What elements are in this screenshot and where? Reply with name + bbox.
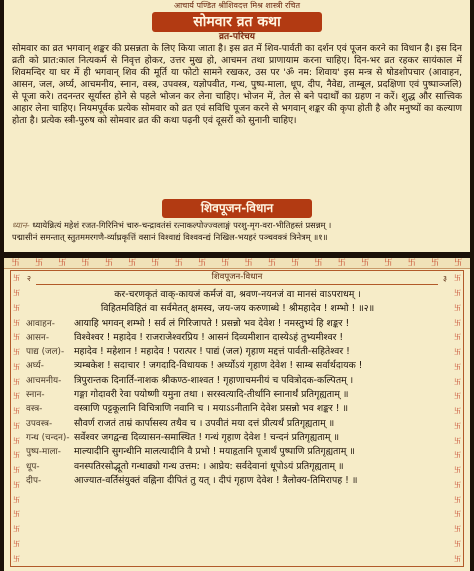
swastika-icon: 卐 (13, 451, 20, 460)
dhyan-line-2: पद्मासीनं समन्तात् स्तुतममरगणै-र्व्याघ्रकृत्तिं वसानं विश्वाद्यं विश्ववन्द्यं निखिल-भयहरं पञ्चवक्त्रं त्रिनेत्रम् ॥१॥ (12, 231, 328, 242)
verse-text: वनस्पतिरसोद्भूतो गन्धाढ्यो गन्ध उत्तम: । आघ्रेय: सर्वदेवानां धूपोऽयं प्रतिगृह्यताम् ॥ (74, 460, 344, 472)
swastika-icon: 卐 (34, 258, 43, 267)
verse-row (26, 388, 449, 402)
swastika-icon: 卐 (454, 348, 461, 357)
verse-row (26, 359, 449, 373)
decorative-border-left (11, 271, 22, 566)
swastika-icon: 卐 (13, 554, 20, 563)
decorative-border-right (452, 271, 463, 566)
swastika-icon: 卐 (13, 318, 20, 327)
verse-text: महादेव ! महेशान ! महादेव ! परात्पर ! पाद्यं (जल) गृहाण मद्दत्तं पार्वती-सहितेश्वर ! (74, 346, 350, 358)
verse-label: अर्घ्य- (26, 361, 44, 372)
verse-label: वस्त्र- (26, 404, 43, 415)
top-page (4, 0, 470, 252)
swastika-icon: 卐 (104, 258, 113, 267)
swastika-icon: 卐 (454, 495, 461, 504)
verse-label: गन्ध (चन्दन)- (26, 432, 70, 443)
swastika-icon: 卐 (244, 258, 253, 267)
verse-row (26, 374, 449, 388)
verse-label: उपवस्त्र- (26, 418, 53, 429)
running-header (22, 271, 452, 285)
header-title: शिवपूजन-विधान (36, 271, 438, 285)
decorative-border-top (4, 258, 470, 269)
verse-row (26, 431, 449, 445)
swastika-icon: 卐 (13, 303, 20, 312)
verse-text: गङ्गा गोदावरी रेवा पयोष्णी यमुना तथा । सरस्वत्यादि-तीर्थानि स्नानार्थं प्रतिगृह्यताम् ॥ (74, 389, 349, 401)
intro-verse-1 (26, 288, 449, 302)
verse-row (26, 474, 449, 488)
swastika-icon: 卐 (337, 258, 346, 267)
verse-row (26, 460, 449, 474)
verse-text: सर्वेश्वर जगद्वन्द्य दिव्यासन-समास्थित ! गन्धं गृहाण देवेश ! चन्दनं प्रतिगृह्यताम् ॥ (74, 431, 340, 443)
swastika-icon: 卐 (174, 258, 183, 267)
swastika-icon: 卐 (13, 480, 20, 489)
verse-text: वस्त्राणि पट्टकूलानि विचित्राणि नवानि च । मयाऽऽनीतानि देवेश प्रसन्नो भव शङ्कर ! ॥ (74, 403, 349, 415)
swastika-icon: 卐 (13, 436, 20, 445)
verse-row (26, 402, 449, 416)
swastika-icon: 卐 (13, 421, 20, 430)
swastika-icon: 卐 (454, 289, 461, 298)
bottom-page (4, 258, 470, 571)
swastika-icon: 卐 (267, 258, 276, 267)
verse-row (26, 417, 449, 431)
swastika-icon: 卐 (407, 258, 416, 267)
swastika-icon: 卐 (13, 348, 20, 357)
swastika-icon: 卐 (454, 274, 461, 283)
swastika-icon: 卐 (454, 362, 461, 371)
swastika-icon: 卐 (13, 510, 20, 519)
swastika-icon: 卐 (198, 258, 207, 267)
swastika-icon: 卐 (13, 289, 20, 298)
swastika-icon: 卐 (314, 258, 323, 267)
swastika-icon: 卐 (454, 539, 461, 548)
swastika-icon: 卐 (454, 377, 461, 386)
swastika-icon: 卐 (13, 362, 20, 371)
swastika-icon: 卐 (454, 392, 461, 401)
section-heading: शिवपूजन-विधान (162, 199, 312, 218)
swastika-icon: 卐 (13, 407, 20, 416)
swastika-icon: 卐 (454, 480, 461, 489)
dhyan-line-1 (12, 220, 462, 232)
verse-text: त्र्यम्बकेश ! सदाचार ! जगदादि-विधायक ! अर्घ्योऽयं गृहाण देवेश ! साम्ब सर्वार्थदायक ! (74, 360, 363, 372)
verse-label: स्नान- (26, 390, 45, 401)
verse-list (26, 288, 449, 564)
swastika-icon: 卐 (454, 421, 461, 430)
swastika-icon: 卐 (361, 258, 370, 267)
swastika-icon: 卐 (13, 466, 20, 475)
swastika-icon: 卐 (13, 539, 20, 548)
verse-label: आचमनीय- (26, 375, 62, 386)
verse-text: सौवर्ण राजतं ताम्रं कार्पासस्य तथैव च । उपवीतं मया दत्तं प्रीत्यर्थं प्रतिगृह्यताम् ॥ (74, 417, 335, 429)
dhyan-text-1: ध्यायेन्नित्यं महेशं रजत-गिरिनिभं चारु-चन्द्रावतंसं रत्नाकल्पोज्ज्वलाङ्गं परशु-मृग-वरा-भीतिहस्तं प्रसन्नम् । (32, 220, 332, 230)
verse-text: त्रिपुरान्तक दिनार्ति-नाशक श्रीकण्ठ-शाश्वत ! गृहाणाचमनीयं च पवित्रोदक-कल्पितम् । (74, 374, 354, 386)
swastika-icon: 卐 (13, 392, 20, 401)
swastika-icon: 卐 (454, 525, 461, 534)
swastika-icon: 卐 (454, 510, 461, 519)
swastika-icon: 卐 (221, 258, 230, 267)
verse-row (26, 331, 449, 345)
verse-label: पुष्प-माला- (26, 447, 61, 458)
swastika-icon: 卐 (151, 258, 160, 267)
swastika-icon: 卐 (454, 318, 461, 327)
swastika-icon: 卐 (454, 451, 461, 460)
verse-text: विश्वेश्वर ! महादेव ! राजराजेश्वरप्रिय ! आसनं दिव्यमीशान दास्येऽहं तुभ्यमीश्वर ! (74, 331, 344, 343)
swastika-icon: 卐 (454, 436, 461, 445)
swastika-icon: 卐 (454, 466, 461, 475)
swastika-icon: 卐 (291, 258, 300, 267)
swastika-icon: 卐 (13, 495, 20, 504)
verse-label: धूप- (26, 461, 40, 472)
intro-verse-2 (26, 302, 449, 316)
verse-label: पाद्य (जल)- (26, 347, 65, 358)
swastika-icon: 卐 (13, 377, 20, 386)
verse-label: आसन- (26, 332, 49, 343)
swastika-icon: 卐 (454, 554, 461, 563)
page-frame (10, 270, 464, 567)
intro-paragraph: सोमवार का व्रत भगवान् शङ्कर की प्रसन्नता के लिए किया जाता है। इस व्रत में शिव-पार्वती का दर्शन एवं पूजन करने का विधान है। इस दिन व्रती को प्रात:काल नित्यकर्म से निवृत्त होकर, उत्तर मुख हो, आचमन तथा प्राणायाम करना चाहिए। दिन-भर व्रत रहकर सायंकाल में शिवमन्दिर या घर में ही भगवान् शिव की मूर्ति या फोटो सामने रखकर, उस पर 'ॐ नम: शिवाय' इस मन्त्र से षोडशोपचार (आवाहन, आसन, जल, अर्घ्य, आचमनीय, स्नान, वस्त्र, उपवस्त्र, यज्ञोपवीत, गन्ध, पुष्प-माला, धूप, दीप, नैवेद्य, ताम्बूल, प्रदक्षिणा एवं पुष्पाञ्जलि) से पूजा करे। तदनन्तर सूर्यास्त होने से पहले भोजन कर लेना चाहिए। भोजन में, तेल से बने पदार्थों का ग्रहण न करें। शुद्ध और सात्त्विक आहार लेना चाहिए। नियमपूर्वक प्रत्येक सोमवार को व्रत एवं सविधि पूजन करने से भगवान् शङ्कर की कृपा होती है और मनुष्यों का कल्याण होता है। प्रत्येक स्त्री-पुरुष को सोमवार व्रत की कथा पढ़नी एवं दूसरों को सुनानी चाहिए। (12, 43, 462, 127)
swastika-icon: 卐 (454, 333, 461, 342)
swastika-icon: 卐 (13, 333, 20, 342)
page-number-right: ३ (442, 273, 448, 283)
swastika-icon: 卐 (58, 258, 67, 267)
verse-text: आज्यात-वर्तिसंयुक्तं वह्निना दीपितं तु यत् । दीपं गृहाण देवेश ! त्रैलोक्य-तिमिरापह ! ॥ (74, 474, 358, 486)
verse-text: कर-चरणकृतं वाक्-कायजं कर्मजं वा, श्रवण-नयनजं वा मानसं वाऽपराधम् । (114, 289, 361, 300)
author-credit: आचार्य पण्डित श्रीशिवदत्त मिश्र शास्त्री रचित (173, 1, 301, 10)
verse-label: आवाहन- (26, 318, 55, 329)
swastika-icon: 卐 (454, 258, 463, 267)
swastika-icon: 卐 (454, 303, 461, 312)
swastika-icon: 卐 (81, 258, 90, 267)
verse-label: दीप- (26, 475, 42, 486)
swastika-icon: 卐 (13, 525, 20, 534)
swastika-icon: 卐 (128, 258, 137, 267)
verse-text: आयाहि भगवन् शम्भो ! सर्व लं गिरिजापते ! प्रसन्नो भव देवेश ! नमस्तुभ्यं हि शङ्कर ! (74, 317, 350, 329)
page-number-left: २ (26, 273, 32, 283)
swastika-icon: 卐 (11, 258, 20, 267)
swastika-icon: 卐 (384, 258, 393, 267)
swastika-icon: 卐 (454, 407, 461, 416)
verse-row (26, 445, 449, 459)
verse-row (26, 317, 449, 331)
dhyan-label: ध्यान- (12, 220, 30, 230)
verse-text: विहितमविहितं वा सर्वमेतत् क्षमस्व, जय-जय करुणाब्धे ! श्रीमहादेव ! शम्भो ! ॥२॥ (100, 303, 375, 315)
page-title: सोमवार व्रत कथा (152, 12, 322, 32)
swastika-icon: 卐 (430, 258, 439, 267)
section-subtitle: व्रत-परिचय (219, 32, 255, 42)
verse-text: माल्यादीनि सुगन्धीनि मालत्यादीनि वै प्रभो ! मयाहृतानि पूजार्थं पुष्पाणि प्रतिगृह्यताम् ॥ (74, 446, 355, 458)
swastika-icon: 卐 (13, 274, 20, 283)
verse-row (26, 345, 449, 359)
